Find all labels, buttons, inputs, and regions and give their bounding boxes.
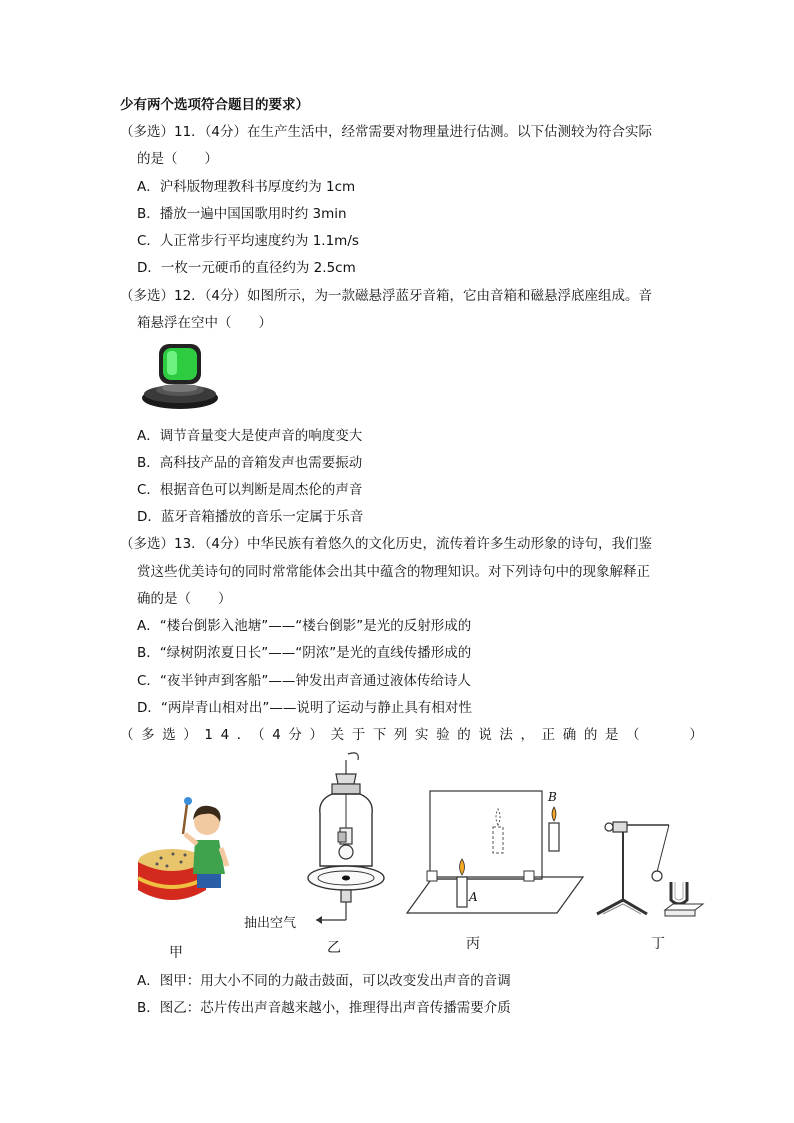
figure-label-ding: 丁 — [651, 936, 665, 952]
option-b: B．图乙：芯片传出声音越来越小，推理得出声音传播需要介质 — [137, 1000, 511, 1016]
option-a: A．图甲：用大小不同的力敲击鼓面，可以改变发出声音的音调 — [137, 973, 511, 989]
question-stem: （多选）12．（4分）如图所示，为一款磁悬浮蓝牙音箱，它由音箱和磁悬浮底座组成。音 — [120, 288, 653, 304]
question-stem-cont: 箱悬浮在空中（ ） — [137, 315, 272, 331]
point-b-label: B — [548, 790, 557, 804]
question-stem-cont: 赏这些优美诗句的同时常常能体会出其中蕴含的物理知识。对下列诗句中的现象解释正 — [137, 564, 650, 580]
question-stem-cont: 确的是（ ） — [137, 591, 232, 607]
figure-bing-mirror-image — [405, 785, 585, 925]
option-a: A．调节音量变大是使声音的响度变大 — [137, 428, 363, 444]
option-c: C．人正常步行平均速度约为 1.1m/s — [137, 233, 359, 249]
figure-label-jia: 甲 — [169, 945, 183, 961]
option-d: D．“两岸青山相对出”——说明了运动与静止具有相对性 — [137, 700, 472, 716]
figure-label-yi: 乙 — [327, 940, 341, 956]
option-b: B．播放一遍中国国歌用时约 3min — [137, 206, 347, 222]
point-a-label: A — [469, 890, 478, 904]
question-stem: （多选）11．（4分）在生产生活中，经常需要对物理量进行估测。以下估测较为符合实际 — [120, 124, 653, 140]
option-b: B．“绿树阴浓夏日长”——“阴浓”是光的直线传播形成的 — [137, 645, 472, 661]
header-line: 少有两个选项符合题目的要求） — [120, 97, 309, 113]
option-c: C．根据音色可以判断是周杰伦的声音 — [137, 482, 363, 498]
levitating-speaker-image — [140, 340, 220, 415]
figure-ding-tuning-fork-image — [595, 810, 710, 920]
figure-yi-bell-jar-image — [240, 748, 400, 928]
pump-air-label: 抽出空气 — [244, 916, 297, 931]
option-d: D．一枚一元硬币的直径约为 2.5cm — [137, 260, 356, 276]
option-c: C．“夜半钟声到客船”——钟发出声音通过液体传给诗人 — [137, 673, 471, 689]
question-stem: （多选）13．（4分）中华民族有着悠久的文化历史，流传着许多生动形象的诗句，我们鉴 — [120, 536, 653, 552]
figure-label-bing: 丙 — [466, 936, 480, 952]
option-d: D．蓝牙音箱播放的音乐一定属于乐音 — [137, 509, 364, 525]
question-stem-cont: 的是（ ） — [137, 151, 218, 167]
option-b: B．高科技产品的音箱发声也需要振动 — [137, 455, 363, 471]
question-stem: （多选）14．（4分）关于下列实验的说法，正确的是（ ） — [120, 727, 711, 743]
option-a: A．沪科版物理教科书厚度约为 1cm — [137, 179, 356, 195]
figure-jia-drum-image — [135, 792, 230, 912]
option-a: A．“楼台倒影入池塘”——“楼台倒影”是光的反射形成的 — [137, 618, 472, 634]
